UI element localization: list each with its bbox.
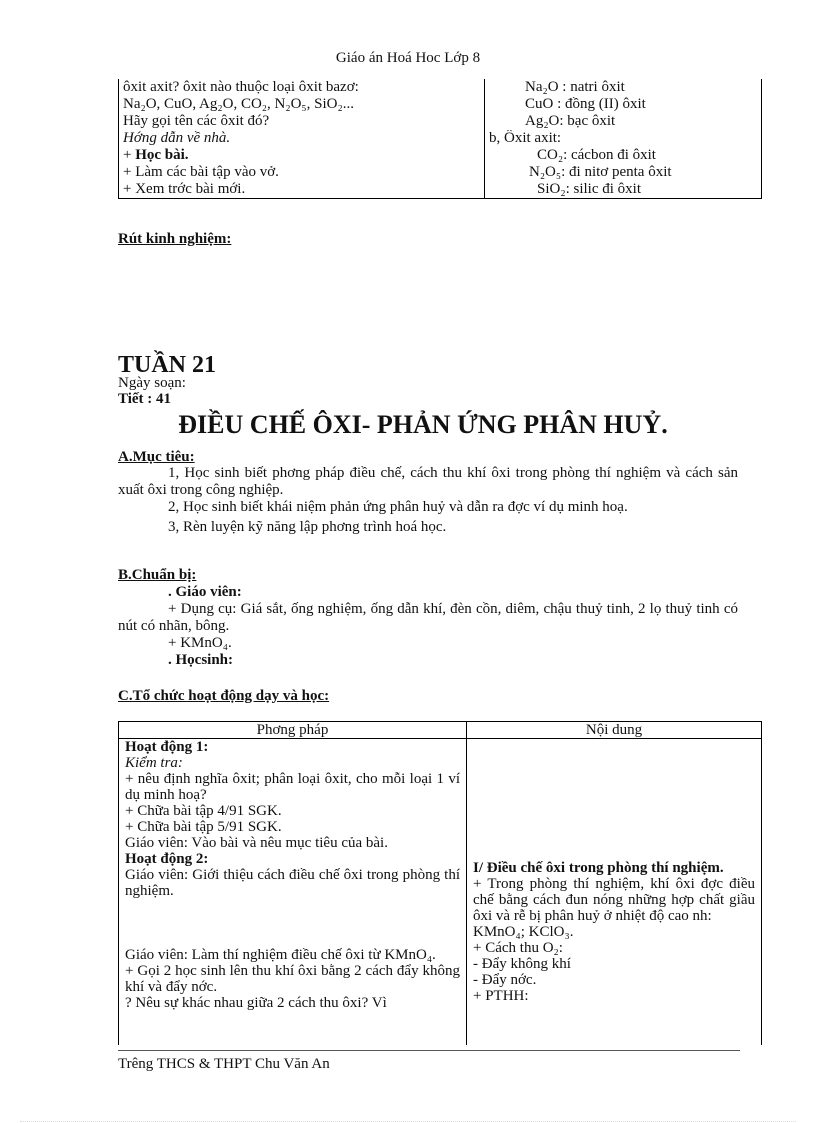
objective-item: 2, Học sinh biết khái niệm phản ứng phân huỷ và dẫn ra đợc ví dụ minh hoạ. [168,499,628,515]
footer-divider [118,1050,740,1051]
top-right-line: Ag₂O: bạc ôxit [525,113,616,129]
top-right-line: b, Ôxit axit: [489,130,562,146]
spacer [473,739,755,860]
content-heading: I/ Điều chế ôxi trong phòng thí nghiệm. [473,860,724,876]
method-item: + nêu định nghĩa ôxit; phân loại ôxit, cho mỗi loại 1 ví dụ minh hoạ? [125,771,460,803]
objective-item: 1, Học sinh biết phơng pháp điều chế, cách thu khí ôxi trong phòng thí nghiệm và cách sản xuất ôxi trong công nghiệp. [118,465,738,498]
content-item: KMnO₄; KClO₃. [473,924,574,940]
activity-1-heading: Hoạt động 1: [125,739,209,755]
section-c-heading: C.Tổ chức hoạt động dạy và học: [118,688,330,704]
page-bottom-divider [20,1121,796,1122]
top-left-line: Na₂O, CuO, Ag₂O, CO₂, N₂O₅, SiO₂... [123,96,354,112]
column-header: Nội dung [467,722,762,739]
prep-item: + KMnO₄. [168,635,232,651]
top-left-line: + Làm các bài tập vào vở. [123,164,279,180]
content-item: - Đẩy nớc. [473,972,537,988]
method-column [119,739,467,1046]
lesson-title: ĐIỀU CHẾ ÔXI- PHẢN ỨNG PHÂN HUỶ. [178,410,668,439]
rut-kinh-nghiem-heading: Rút kinh nghiệm: [118,231,232,247]
gv-label: . Giáo viên: [168,584,242,600]
section-a-heading: A.Mục tiêu: [118,449,195,465]
content-column [467,739,762,1046]
method-item: + Chữa bài tập 4/91 SGK. [125,803,282,819]
top-left-line [123,147,480,164]
bullet: + [123,147,136,163]
page-header: Giáo án Hoá Hoc Lớp 8 [335,50,481,66]
tiet-label: Tiết : 41 [118,391,172,407]
top-right-line: SiO₂: silic đi ôxit [537,181,641,197]
content-item: - Đẩy không khí [473,956,571,972]
objectives-list [118,465,738,536]
spacer [125,899,460,947]
ngay-soan-label: Ngày soạn: [118,375,186,391]
top-table [118,79,762,199]
method-item: + Gọi 2 học sinh lên thu khí ôxi bằng 2 cách đẩy không khí và đẩy nớc. [125,963,460,995]
method-item: + Chữa bài tập 5/91 SGK. [125,819,282,835]
column-header: Phơng pháp [119,722,467,739]
top-left-line: ôxit axit? ôxit nào thuộc loại ôxit bazơ: [123,79,359,95]
preparation-block [118,584,738,669]
content-item: + Trong phòng thí nghiệm, khí ôxi đợc điều chế bằng cách đun nóng những hợp chất giầu ôxi và rễ bị phân huỷ ở nhiệt độ cao nh: [473,876,755,924]
top-right-line: Na₂O : natri ôxit [525,79,625,95]
homework-heading: Hớng dẫn về nhà. [123,130,231,146]
method-item: Giáo viên: Giới thiệu cách điều chế ôxi trong phòng thí nghiệm. [125,867,460,899]
content-item: + Cách thu O₂: [473,940,563,956]
top-left-line: Hãy gọi tên các ôxit đó? [123,113,270,129]
activity-2-heading: Hoạt động 2: [125,851,209,867]
content-item: + PTHH: [473,988,529,1004]
section-b-heading: B.Chuẩn bị: [118,567,197,583]
top-right-line: CO₂: cácbon đi ôxit [537,147,656,163]
top-left-line: + Xem trớc bài mới. [123,181,246,197]
top-table-right-cell [485,79,762,199]
top-right-line: N₂O₅: đi nitơ penta ôxit [529,164,672,180]
page-footer: Trêng THCS & THPT Chu Văn An [118,1056,330,1072]
method-item: Giáo viên: Vào bài và nêu mục tiêu của bài. [125,835,388,851]
hs-label: . Họcsinh: [168,652,234,668]
method-item: ? Nêu sự khác nhau giữa 2 cách thu ôxi? Vì [125,995,387,1011]
hoc-bai-label: Học bài. [135,147,189,163]
top-table-left-cell [119,79,485,199]
top-right-line: CuO : đồng (II) ôxit [525,96,646,112]
kiem-tra-label: Kiểm tra: [125,755,183,771]
prep-item: + Dụng cụ: Giá sắt, ống nghiệm, ống dẫn khí, đèn cồn, diêm, chậu thuỷ tinh, 2 lọ thuỷ tinh có nút có nhãn, bông. [118,601,738,634]
method-item: Giáo viên: Làm thí nghiệm điều chế ôxi từ KMnO₄. [125,947,436,963]
objective-item: 3, Rèn luyện kỹ năng lập phơng trình hoá học. [168,519,447,535]
activity-table [118,721,762,1045]
week-heading: TUẦN 21 [118,352,217,378]
